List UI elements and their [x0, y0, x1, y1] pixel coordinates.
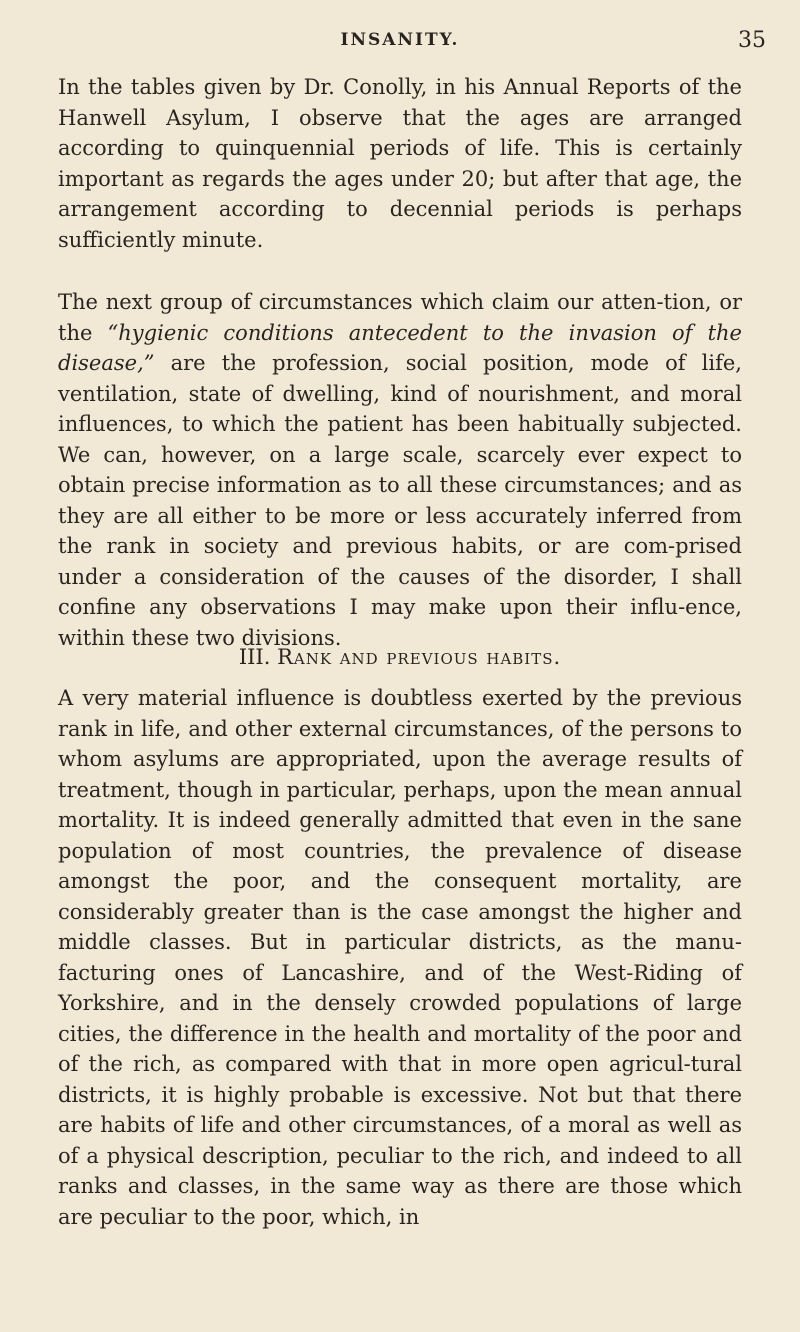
page-number: 35	[738, 28, 766, 53]
running-title: INSANITY.	[340, 30, 460, 50]
section-numeral: III.	[238, 645, 271, 669]
paragraph-2-end: are the profession, social position, mode of life, ventilation, state of dwelling, kind of nourishment, and moral influences, to which the patient has been habitually subjected. We can, however, on a large scale, scarcely ever expect to obtain precise information as to all these circumstances; and as they are all either to be more or less accurately inferred from the rank in society and previous habits, or are com-prised under a consideration of the causes of the disorder, I shall confine any observations I may make upon their influ-ence, within these two divisions.	[58, 351, 742, 650]
paragraph-1	[58, 72, 742, 255]
paragraph-2-italic: “hygienic conditions antecedent to the invasion of the disease,”	[58, 320, 742, 375]
paragraph-2-start: The next group of circumstances which claim our atten-tion, or the	[58, 290, 742, 345]
paragraph-2-text	[58, 287, 742, 653]
paragraph-1-text: In the tables given by Dr. Conolly, in his Annual Reports of the Hanwell Asylum, I observe that the ages are arranged according to quinquennial periods of life. This is certainly important as regards the ages under 20; but after that age, the arrangement according to decennial periods is perhaps sufficiently minute.	[58, 75, 742, 252]
section-heading	[58, 645, 742, 669]
page-header	[0, 18, 800, 58]
paragraph-3-text: A very material influence is doubtless exerted by the previous rank in life, and other external circumstances, of the persons to whom asylums are appropriated, upon the average results of treatment, though in particular, perhaps, upon the mean annual mortality. It is indeed generally admitted that even in the sane population of most countries, the prevalence of disease amongst the poor, and the consequent mortality, are considerably greater than is the case amongst the higher and middle classes. But in particular districts, as the manu-facturing ones of Lancashire, and of the West-Riding of Yorkshire, and in the densely crowded populations of large cities, the difference in the health and mortality of the poor and of the rich, as compared with that in more open agricul-tural districts, it is highly probable is excessive. Not but that there are habits of life and other circumstances, of a moral as well as of a physical description, peculiar to the rich, and indeed to all ranks and classes, in the same way as there are those which are peculiar to the poor, which, in	[58, 686, 742, 1229]
paragraph-3	[58, 683, 742, 1232]
section-title: Rank and previous habits.	[277, 645, 562, 669]
paragraph-2	[58, 287, 742, 653]
